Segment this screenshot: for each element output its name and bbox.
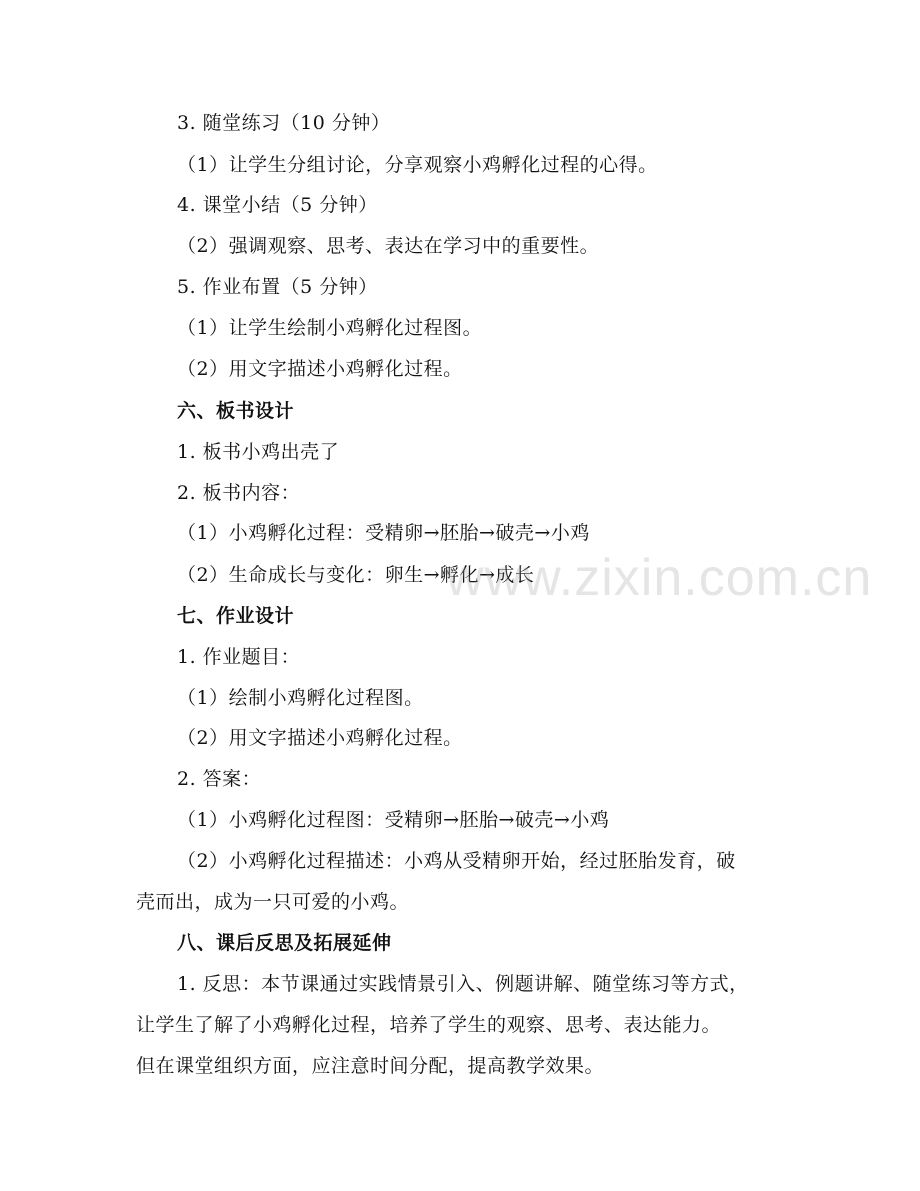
paragraph-line: 壳而出，成为一只可爱的小鸡。 — [136, 891, 410, 913]
section-6-heading: 六、板书设计 — [177, 400, 295, 422]
list-item: （1）让学生分组讨论，分享观察小鸡孵化过程的心得。 — [177, 154, 658, 176]
section-7-heading: 七、作业设计 — [177, 605, 295, 627]
step-3-heading: 3. 随堂练习（10 分钟） — [177, 112, 391, 134]
watermark: www.zixin.com.cn — [446, 549, 873, 607]
list-item: （1）小鸡孵化过程：受精卵→胚胎→破壳→小鸡 — [177, 522, 590, 544]
list-item: （1）让学生绘制小鸡孵化过程图。 — [177, 317, 483, 339]
list-item: （2）用文字描述小鸡孵化过程。 — [177, 727, 463, 749]
list-item: 2. 板书内容： — [177, 482, 301, 504]
list-item: （2）强调观察、思考、表达在学习中的重要性。 — [177, 235, 600, 257]
paragraph-line: （2）小鸡孵化过程描述：小鸡从受精卵开始，经过胚胎发育，破 — [177, 850, 736, 872]
paragraph-line: 1. 反思：本节课通过实践情景引入、例题讲解、随堂练习等方式， — [177, 973, 749, 995]
list-item: （2）用文字描述小鸡孵化过程。 — [177, 358, 463, 380]
paragraph-line: 但在课堂组织方面，应注意时间分配，提高教学效果。 — [136, 1055, 605, 1077]
list-item: （1）绘制小鸡孵化过程图。 — [177, 687, 424, 709]
section-8-heading: 八、课后反思及拓展延伸 — [177, 932, 392, 954]
paragraph-line: 让学生了解了小鸡孵化过程，培养了学生的观察、思考、表达能力。 — [136, 1014, 722, 1036]
list-item: 1. 板书小鸡出壳了 — [177, 441, 340, 463]
step-4-heading: 4. 课堂小结（5 分钟） — [177, 194, 378, 216]
list-item: 1. 作业题目： — [177, 646, 301, 668]
list-item: （1）小鸡孵化过程图：受精卵→胚胎→破壳→小鸡 — [177, 809, 610, 831]
list-item: 2. 答案： — [177, 768, 262, 790]
list-item: （2）生命成长与变化：卵生→孵化→成长 — [177, 564, 535, 586]
step-5-heading: 5. 作业布置（5 分钟） — [177, 276, 378, 298]
